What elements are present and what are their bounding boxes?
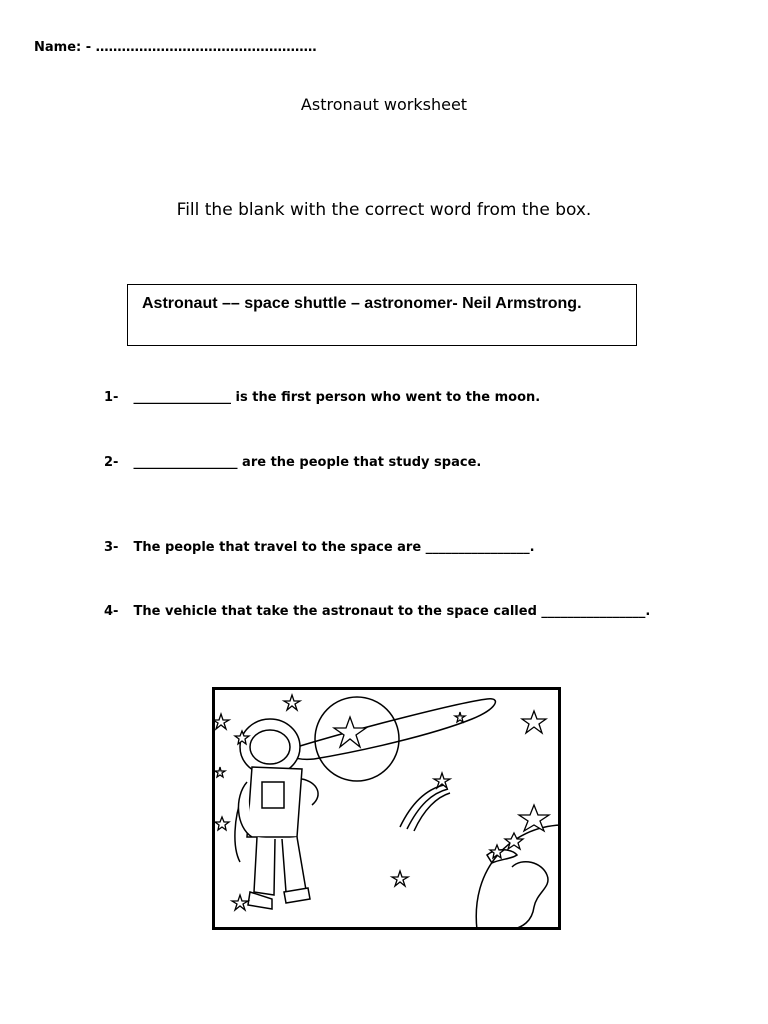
question-number: 2-	[104, 455, 119, 470]
word-bank-box	[127, 284, 637, 346]
space-illustration	[212, 687, 561, 930]
question-2	[104, 455, 481, 470]
question-number: 1-	[104, 390, 119, 405]
question-1	[104, 390, 540, 405]
name-field-line[interactable]: Name: - ……………………………………………	[34, 40, 317, 55]
instruction-text: Fill the blank with the correct word from the box.	[176, 200, 592, 220]
worksheet-title: Astronaut worksheet	[300, 95, 468, 114]
question-number: 4-	[104, 604, 119, 619]
word-bank-text: Astronaut –– space shuttle – astronomer- Neil Armstrong.	[142, 295, 582, 312]
question-text: The people that travel to the space are ________________.	[133, 540, 535, 555]
question-text: The vehicle that take the astronaut to the space called ________________.	[133, 604, 651, 619]
question-number: 3-	[104, 540, 119, 555]
question-4	[104, 604, 650, 619]
question-text: ________________ are the people that study space.	[133, 455, 482, 470]
question-3	[104, 540, 535, 555]
question-text: _______________ is the first person who went to the moon.	[133, 390, 541, 405]
